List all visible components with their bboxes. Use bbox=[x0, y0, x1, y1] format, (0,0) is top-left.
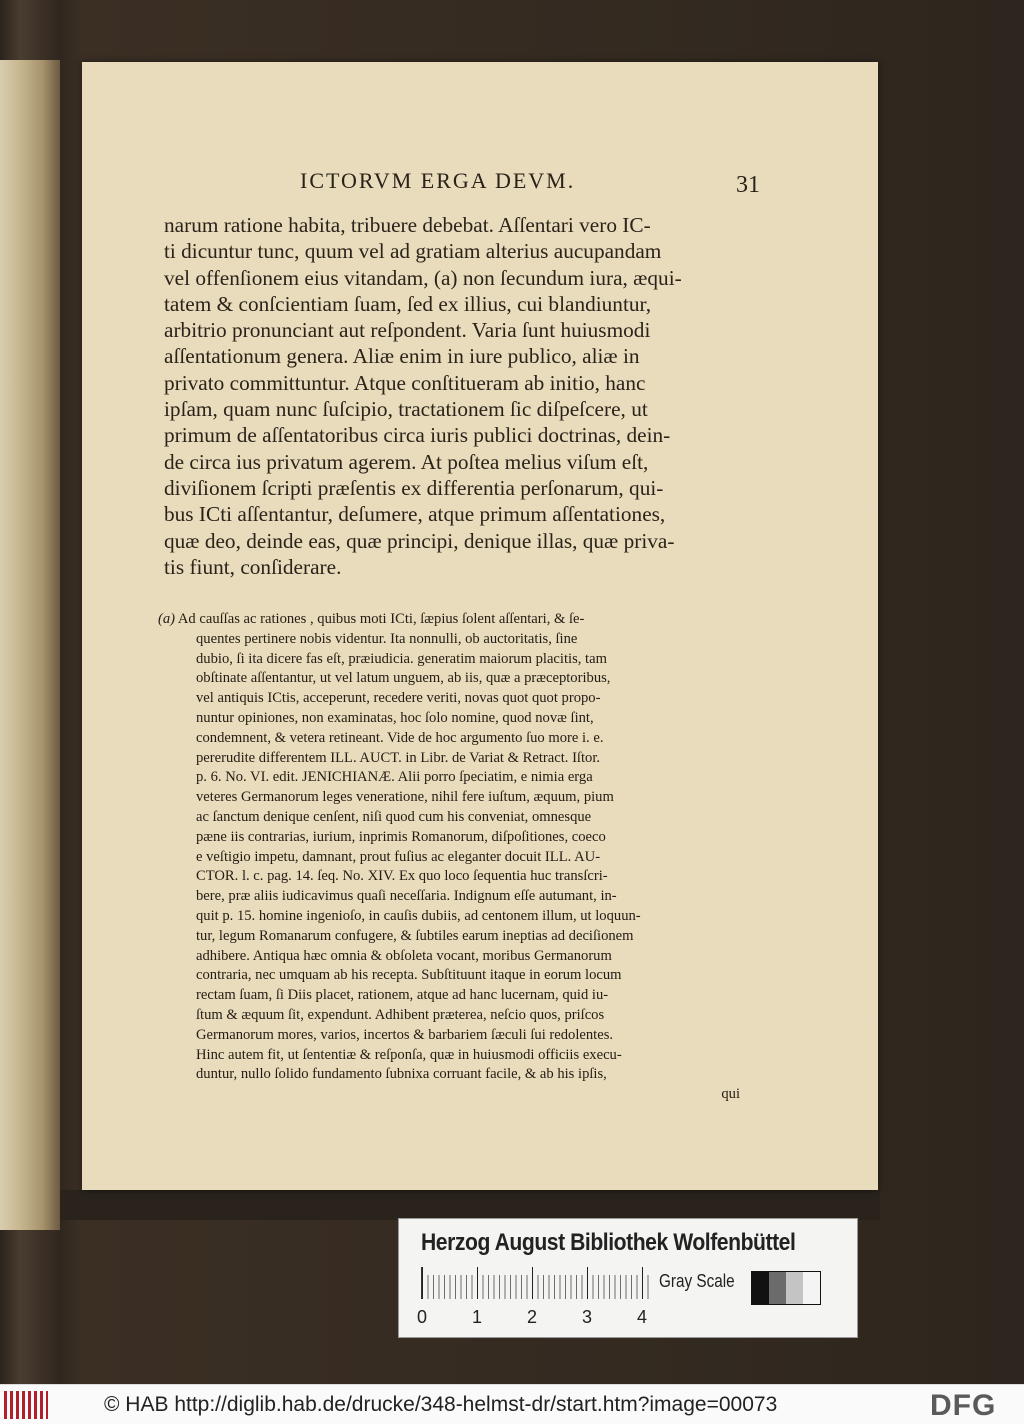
footnote-line: duntur, nullo ſolido fundamento ſubnixa corruant facile, & ab his ipſis, bbox=[196, 1066, 607, 1083]
text-line: tatem & conſcientiam ſuam, ſed ex illius, cui blandiuntur, bbox=[164, 291, 652, 316]
ruler-number: 3 bbox=[582, 1307, 593, 1327]
footnote-line: dubio, ſi ita dicere fas eſt, præiudicia. generatim maiorum placitis, tam bbox=[196, 650, 607, 667]
ruler-major-tick bbox=[532, 1267, 533, 1299]
footnote-line: quentes pertinere nobis videntur. Ita nonnulli, ob auctoritatis, ſine bbox=[196, 630, 578, 647]
library-name: Herzog August Bibliothek Wolfenbüttel bbox=[421, 1229, 796, 1256]
ruler-number: 0 bbox=[417, 1307, 428, 1327]
ruler-major-tick bbox=[422, 1267, 423, 1299]
gray-swatch bbox=[803, 1272, 820, 1304]
footnote-line: rectam ſuam, ſi Diis placet, rationem, atque ad hanc lucernam, quid iu- bbox=[196, 987, 609, 1004]
footnote-block bbox=[158, 610, 758, 1105]
footnote-line: CTOR. l. c. pag. 14. ſeq. No. XIV. Ex quo loco ſequentia huc transſcri- bbox=[196, 868, 608, 885]
gray-scale-swatches bbox=[751, 1271, 821, 1305]
book-edge bbox=[0, 60, 60, 1230]
footnote-line: Ad cauſſas ac rationes , quibus moti ICti, ſæpius ſolent aſſentari, & ſe- bbox=[177, 611, 585, 627]
footnote-line: pæne iis contrarias, iurium, inprimis Romanorum, diſpoſitiones, coeco bbox=[196, 828, 606, 845]
footnote-line: vel antiquis ICtis, acceperunt, recedere veriti, novas quot quot propo- bbox=[196, 690, 601, 707]
footnote-first-line bbox=[158, 610, 758, 630]
text-line: vel offenſionem eius vitandam, (a) non ſecundum iura, æqui- bbox=[164, 265, 682, 290]
footer-bar bbox=[0, 1384, 1024, 1424]
text-line: aſſentationum genera. Aliæ enim in iure publico, aliæ in bbox=[164, 344, 640, 369]
footnote-line: Hinc autem fit, ut ſententiæ & reſponſa, quæ in huiusmodi officiis execu- bbox=[196, 1046, 622, 1063]
text-line: ti dicuntur tunc, quum vel ad gratiam alterius aucupandam bbox=[164, 239, 662, 264]
ruler-number: 1 bbox=[472, 1307, 483, 1327]
running-head: ICTORVM ERGA DEVM. bbox=[300, 168, 576, 193]
text-line: privato committuntur. Atque conſtitueram ab initio, hanc bbox=[164, 370, 646, 395]
page-shadow bbox=[60, 1190, 880, 1220]
footnote-marker: (a) bbox=[158, 611, 176, 627]
page-number: 31 bbox=[736, 172, 760, 198]
footnote-line: Germanorum mores, varios, incertos & barbariem ſæculi ſui redolentes. bbox=[196, 1026, 614, 1043]
footnote-line: condemnent, & vetera retineant. Vide de hoc argumento ſuo more i. e. bbox=[196, 729, 604, 746]
hab-logo-icon bbox=[4, 1391, 48, 1419]
ruler bbox=[421, 1267, 651, 1299]
text-line: diviſionem ſcripti præſentis ex differentia perſonarum, qui- bbox=[164, 475, 664, 500]
footnote-line: pereruditе differentem ILL. AUCT. in Libr. de Variat & Retract. Iſtor. bbox=[196, 749, 601, 766]
footnote-continuation bbox=[158, 630, 758, 1085]
text-line: quæ deo, deinde eas, quæ principi, denique illas, quæ priva- bbox=[164, 528, 675, 553]
text-line: bus ICti aſſentantur, deſumere, atque primum aſſentationes, bbox=[164, 502, 666, 527]
copyright-url[interactable]: © HAB http://diglib.hab.de/drucke/348-helmst-dr/start.htm?image=00073 bbox=[104, 1393, 778, 1416]
footnote-line: contraria, nec umquam ab his recepta. Subſtituunt itaque in eorum locum bbox=[196, 967, 622, 984]
text-line: primum de aſſentatoribus circa iuris publici doctrinas, dein- bbox=[164, 423, 671, 448]
footnote-line: ſtum & æquum ſit, expendunt. Adhibent præterea, neſcio quos, priſcos bbox=[196, 1006, 605, 1023]
footnote-line: quit p. 15. homine ingenioſo, in cauſis dubiis, ad centonem illum, ut loquun- bbox=[196, 907, 641, 924]
footnote-line: ac ſanctum denique cenſent, niſi quod cum his conveniat, omnesque bbox=[196, 808, 592, 825]
footnote-line: nuntur opiniones, non examinatas, hoc ſolo nomine, quod novæ ſint, bbox=[196, 709, 594, 726]
gray-scale-label: Gray Scale bbox=[659, 1271, 735, 1291]
color-card bbox=[398, 1218, 858, 1338]
footnote-line: adhibere. Antiqua hæc omnia & obſoleta vocant, moribus Germanorum bbox=[196, 947, 612, 964]
ruler-number: 2 bbox=[527, 1307, 538, 1327]
gray-swatch bbox=[786, 1272, 803, 1304]
ruler-number: 4 bbox=[637, 1307, 648, 1327]
ruler-major-tick bbox=[587, 1267, 588, 1299]
gray-swatch bbox=[769, 1272, 786, 1304]
footnote-line: p. 6. No. VI. edit. JENICHIANÆ. Alii porro ſpeciatim, e nimia erga bbox=[196, 769, 593, 786]
text-line: tis fiunt, conſiderare. bbox=[164, 554, 342, 579]
ruler-major-tick bbox=[477, 1267, 478, 1299]
footnote-line: tur, legum Romanarum confugere, & ſubtiles earum ineptias ad deciſionem bbox=[196, 927, 634, 944]
footnote-line: veteres Germanorum leges veneratione, nihil fere iuſtum, æquum, pium bbox=[196, 789, 614, 806]
text-line: ipſam, quam nunc ſuſcipio, tractationem ſic diſpeſcere, ut bbox=[164, 397, 648, 422]
catchword: qui bbox=[721, 1086, 740, 1103]
ruler-ticks bbox=[422, 1275, 652, 1299]
text-line: de circa ius privatum agerem. At poſtea melius viſum eſt, bbox=[164, 449, 649, 474]
ruler-major-tick bbox=[642, 1267, 643, 1299]
text-line: narum ratione habita, tribuere debebat. Aſſentari vero IC- bbox=[164, 213, 651, 237]
footnote-line: obſtinate aſſentantur, ut vel latum unguem, ab iis, quæ a præceptoribus, bbox=[196, 670, 611, 687]
footnote-line: e veſtigio impetu, damnant, prout fuſius ac eleganter docuit ILL. AU- bbox=[196, 848, 601, 865]
text-line: arbitrio pronunciant aut reſpondent. Varia ſunt huiusmodi bbox=[164, 318, 651, 343]
footnote-line: bere, præ aliis iudicavimus quaſi neceſſaria. Indignum eſſe autumant, in- bbox=[196, 888, 617, 905]
dfg-logo: DFG bbox=[930, 1389, 997, 1422]
gray-swatch bbox=[752, 1272, 769, 1304]
main-text-block bbox=[164, 212, 764, 580]
